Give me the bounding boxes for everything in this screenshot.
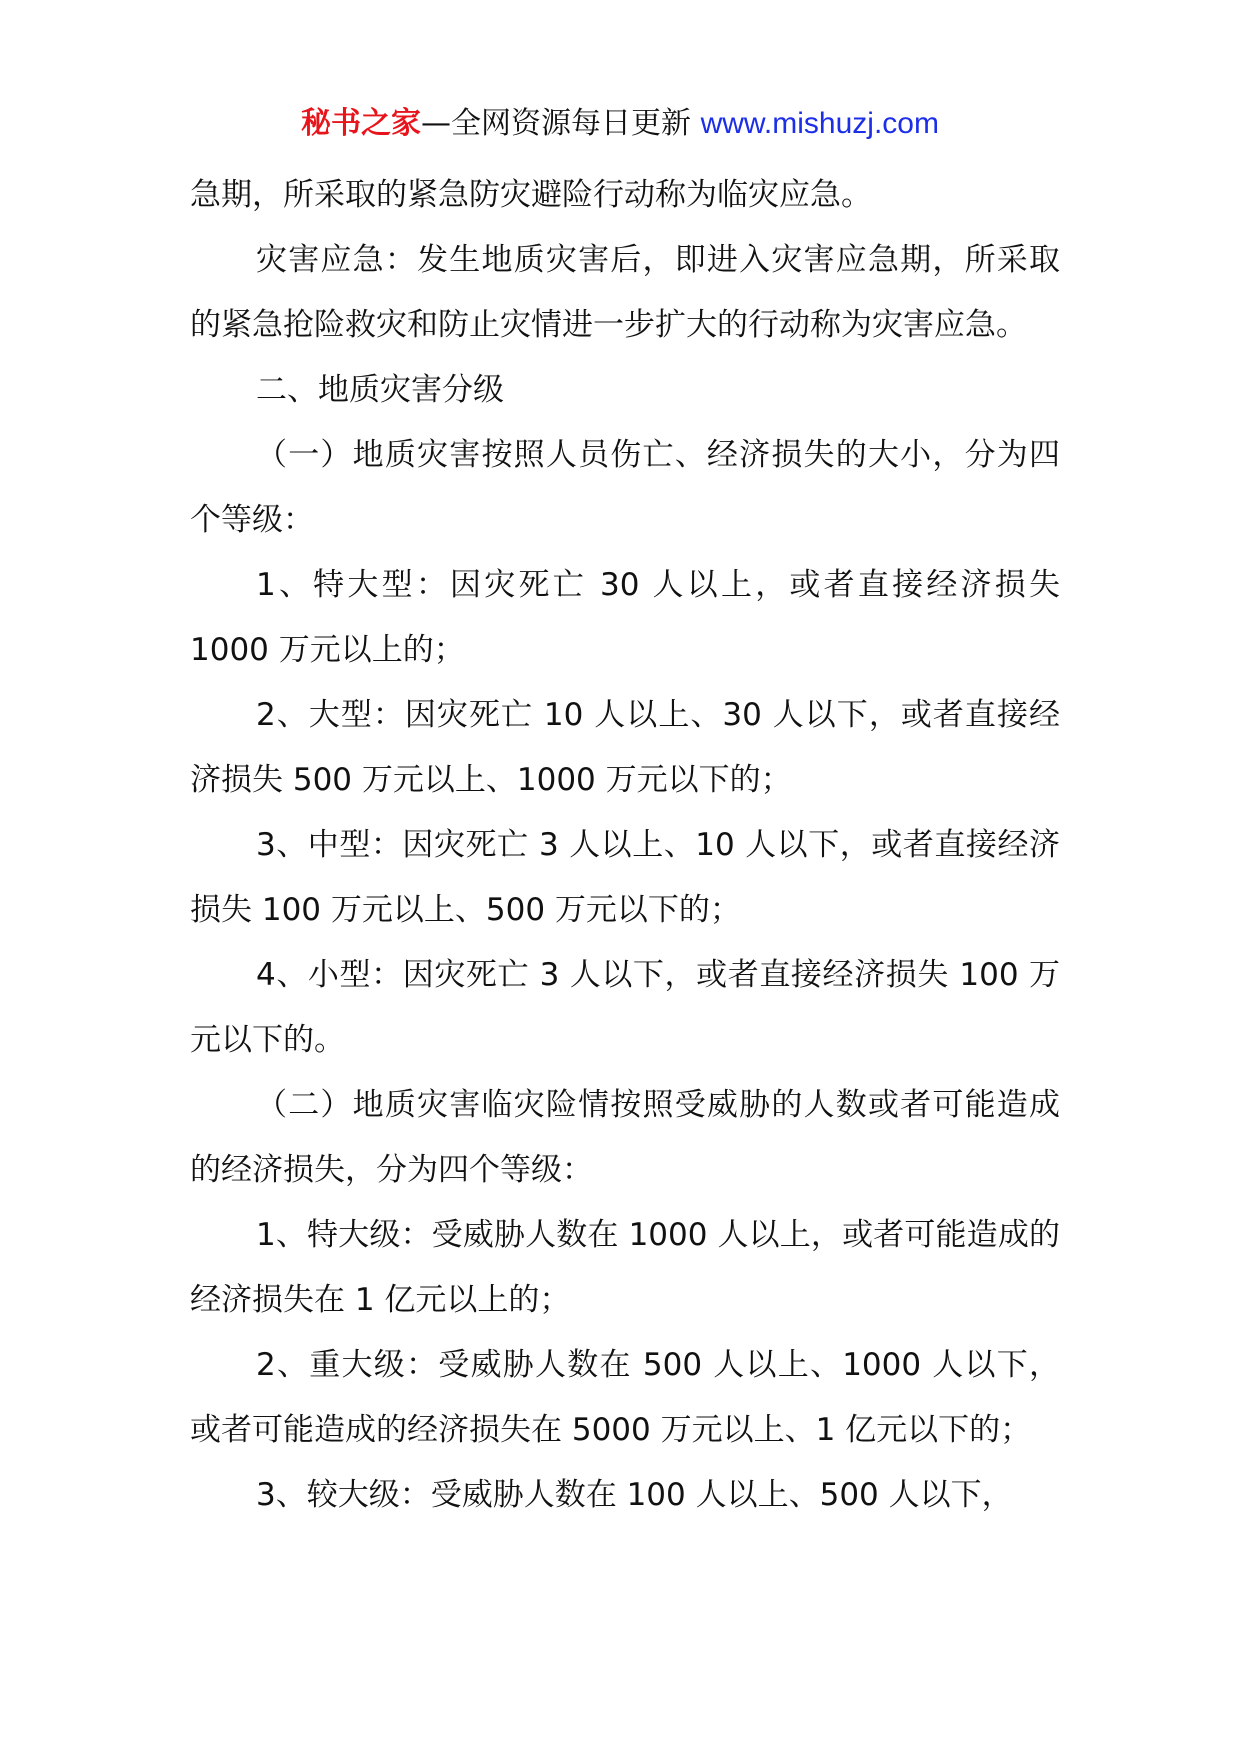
header-tagline: —全网资源每日更新 [421,106,692,141]
header-brand: 秘书之家 [301,106,422,141]
section-heading: 二、地质灾害分级 [256,372,504,408]
document-body [190,163,1060,1528]
list-item: 1、特大型：因灾死亡 30 人以上，或者直接经济损失 1000 万元以上的； [190,567,1060,668]
list-item: 2、大型：因灾死亡 10 人以上、30 人以下，或者直接经济损失 500 万元以上、1000 万元以下的； [190,697,1060,798]
paragraph: 急期，所采取的紧急防灾避险行动称为临灾应急。 [190,177,872,213]
list-item: 1、特大级：受威胁人数在 1000 人以上，或者可能造成的经济损失在 1 亿元以上的； [190,1217,1060,1318]
page-header [0,100,1240,148]
paragraph: （二）地质灾害临灾险情按照受威胁的人数或者可能造成的经济损失，分为四个等级： [190,1087,1060,1188]
paragraph: 灾害应急：发生地质灾害后，即进入灾害应急期，所采取的紧急抢险救灾和防止灾情进一步扩大的行动称为灾害应急。 [190,242,1060,343]
list-item: 2、重大级：受威胁人数在 500 人以上、1000 人以下，或者可能造成的经济损失在 5000 万元以上、1 亿元以下的； [190,1347,1060,1448]
list-item: 4、小型：因灾死亡 3 人以下，或者直接经济损失 100 万元以下的。 [190,957,1060,1058]
paragraph: （一）地质灾害按照人员伤亡、经济损失的大小，分为四个等级： [190,437,1060,538]
list-item: 3、中型：因灾死亡 3 人以上、10 人以下，或者直接经济损失 100 万元以上、500 万元以下的； [190,827,1060,928]
header-url-link[interactable]: www.mishuzj.com [700,107,939,140]
list-item: 3、较大级：受威胁人数在 100 人以上、500 人以下， [256,1477,1013,1513]
